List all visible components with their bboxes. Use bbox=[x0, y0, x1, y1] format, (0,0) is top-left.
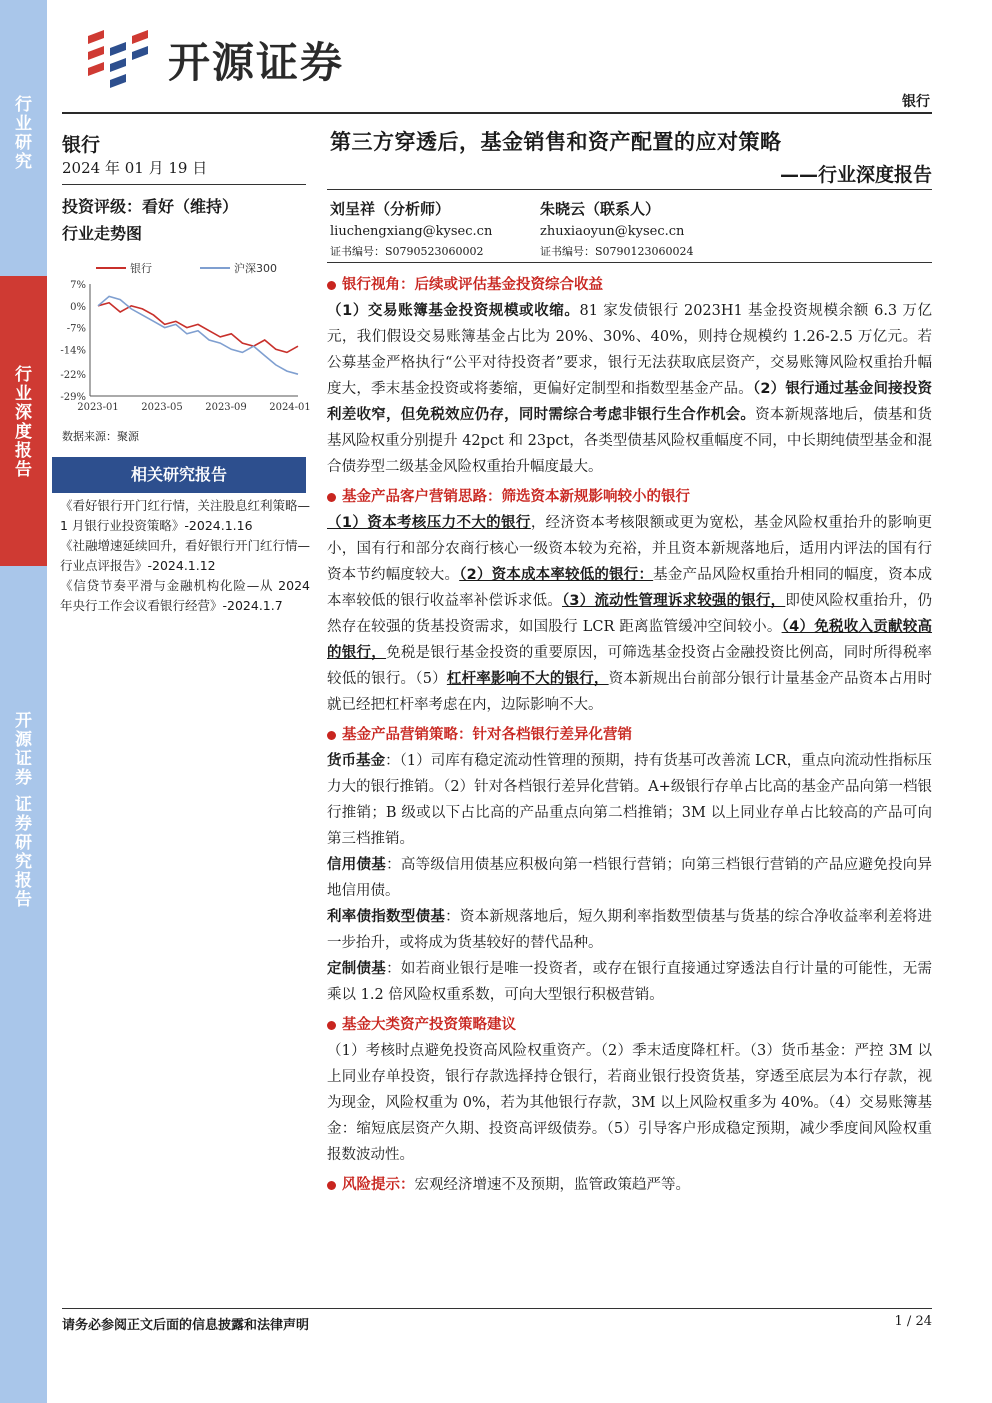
trend-title: 行业走势图 bbox=[62, 224, 143, 243]
report-title: 第三方穿透后，基金销售和资产配置的应对策略 bbox=[330, 130, 782, 154]
related-reports-header: 相关研究报告 bbox=[52, 457, 306, 493]
y-tick-label: 7% bbox=[70, 280, 86, 291]
section-heading: 基金产品营销策略：针对各档银行差异化营销 bbox=[327, 722, 932, 748]
brand-logo bbox=[86, 28, 344, 92]
x-tick-label: 2023-01 bbox=[77, 402, 119, 413]
paragraph: （1）资本考核压力不大的银行，经济资本考核限额或更为宽松，基金风险权重抬升的影响更小，国有行和部分农商行核心一级资本较为充裕，并且资本新规落地后，适用内评法的国有行资本节约幅度较大。（2）资本成本率较低的银行：基金产品风险权重抬升相同的幅度，资本成本率较低的银行收益率补偿诉求低。（3）流动性管理诉求较强的银行，即使风险权重抬升，仍然存在较强的货基投资需求，如国股行 LCR 距离监管缓冲空间较小。（4）免税收入贡献较高的银行，免税是银行基金投资的重要原因，可筛选基金投资占金融投资比例高，同时所得税率较低的银行。（5）杠杆率影响不大的银行，资本新规出台前部分银行计量基金产品资本占用时就已经把杠杆率考虑在内，边际影响不大。 bbox=[327, 515, 933, 713]
bullet-icon bbox=[327, 731, 336, 740]
analyst-email[interactable]: zhuxiaoyun@kysec.cn bbox=[540, 224, 685, 239]
analyst-name: 朱晓云（联系人） bbox=[540, 200, 661, 218]
paragraph: 利率债指数型债基：资本新规落地后，短久期利率指数型债基与货基的综合净收益率利差将进一步抬升，或将成为货基较好的替代品种。 bbox=[327, 909, 933, 951]
y-tick-label: -29% bbox=[60, 392, 86, 403]
side-strip bbox=[0, 0, 47, 1403]
bullet-icon bbox=[327, 1021, 336, 1030]
analyst-name: 刘呈祥（分析师） bbox=[330, 200, 451, 218]
strip-mid-label: 行业深度报告 bbox=[15, 365, 32, 480]
logo-text: 开源证券 bbox=[168, 38, 345, 87]
title-rule bbox=[327, 189, 932, 190]
section-heading: 银行视角：后续或评估基金投资综合收益 bbox=[327, 272, 932, 298]
related-reports-list bbox=[60, 496, 310, 616]
page-number: 1 / 24 bbox=[894, 1314, 932, 1329]
analyst-cert: 证书编号：S0790523060002 bbox=[330, 245, 484, 258]
left-rule-1 bbox=[62, 184, 306, 185]
section-heading: 基金产品客户营销思路：筛选资本新规影响较小的银行 bbox=[327, 484, 932, 510]
y-tick-label: -22% bbox=[60, 370, 86, 382]
strip-top-label: 行业研究 bbox=[15, 95, 32, 172]
bullet-icon bbox=[327, 493, 336, 502]
paragraph: 信用债基：高等级信用债基应积极向第一档银行营销；向第三档银行营销的产品应避免投向异地信用债。 bbox=[327, 857, 933, 899]
paragraph: 定制债基：如若商业银行是唯一投资者，或存在银行直接通过穿透法自行计量的可能性，无需乘以 1.2 倍风险权重系数，可向大型银行积极营销。 bbox=[327, 961, 933, 1003]
y-tick-label: -7% bbox=[66, 323, 86, 335]
investment-rating: 投资评级：看好（维持） bbox=[62, 197, 239, 216]
analyst-email[interactable]: liuchengxiang@kysec.cn bbox=[330, 224, 493, 239]
legend-label: 银行 bbox=[130, 262, 152, 275]
y-tick-label: -14% bbox=[60, 345, 86, 357]
header-rule bbox=[62, 112, 932, 114]
paragraph: 货币基金：（1）司库有稳定流动性管理的预期，持有货基可改善流 LCR，重点向流动性指标压力大的银行推销。（2）针对各档银行差异化营销。A+级银行存单占比高的基金产品向第一档银行推销；B 级或以下占比高的产品重点向第二档推销；3M 以上同业存单占比较高的产品可向第三档推销。 bbox=[327, 753, 932, 847]
section-heading: 基金大类资产投资策略建议 bbox=[327, 1012, 932, 1038]
footer-disclaimer: 请务必参阅正文后面的信息披露和法律声明 bbox=[62, 1318, 310, 1333]
header-sector: 银行 bbox=[902, 94, 930, 110]
analyst-1 bbox=[330, 198, 492, 259]
x-tick-label: 2023-05 bbox=[141, 402, 183, 413]
legend-label: 沪深300 bbox=[234, 262, 277, 275]
related-report-link[interactable]: 《看好银行开门红行情，关注股息红利策略—1 月银行业投资策略》-2024.1.16 bbox=[60, 498, 311, 533]
strip-bottom-label-2: 证券研究报告 bbox=[15, 795, 32, 910]
bullet-icon bbox=[327, 1181, 336, 1190]
report-body bbox=[327, 272, 932, 1198]
related-report-link[interactable]: 《社融增速延续回升，看好银行开门红行情—行业点评报告》-2024.1.12 bbox=[60, 538, 311, 573]
x-tick-label: 2023-09 bbox=[205, 402, 247, 413]
footer-rule bbox=[62, 1308, 932, 1309]
sector-name: 银行 bbox=[62, 134, 101, 156]
risk-warning: 风险提示： 宏观经济增速不及预期，监管政策趋严等。 bbox=[327, 1172, 932, 1198]
related-report-link[interactable]: 《信贷节奏平滑与金融机构化险—从 2024 年央行工作会议看银行经营》-2024.1.7 bbox=[60, 578, 310, 613]
paragraph: （1）交易账簿基金投资规模或收缩。81 家发债银行 2023H1 基金投资规模余额 6.3 万亿元，我们假设交易账簿基金占比为 20%、30%、40%，则持仓规模约 1.26-2.5 万亿元。若公募基金严格执行“公平对待投资者”要求，银行无法获取底层资产，交易账簿风险权重抬升幅度大，季末基金投资或将萎缩，更偏好定制型和指数型基金产品。（2）银行通过基金间接投资利差收窄，但免税效应仍存，同时需综合考虑非银行生合作机会。资本新规落地后，债基和货基风险权重分别提升 42pct 和 23pct，各类型债基风险权重幅度不同，中长期纯债型基金和混合债券型二级基金风险权重抬升幅度最大。 bbox=[327, 303, 933, 475]
analyst-2 bbox=[540, 198, 694, 259]
x-tick-label: 2024-01 bbox=[269, 402, 311, 413]
report-subtitle: ——行业深度报告 bbox=[779, 164, 932, 186]
strip-bottom-label-1: 开源证券 bbox=[15, 711, 32, 788]
report-date: 2024 年 01 月 19 日 bbox=[62, 159, 208, 177]
logo-mark-icon bbox=[86, 30, 156, 90]
paragraph: （1）考核时点避免投资高风险权重资产。（2）季末适度降杠杆。（3）货币基金：严控 3M 以上同业存单投资，银行存款选择持仓银行，若商业银行投资货基，穿透至底层为本行存款，视为现金，风险权重为 0%，若为其他银行存款，3M 以上风险权重多为 40%。（4）交易账簿基金：缩短底层资产久期、投资高评级债券。（5）引导客户形成稳定预期，减少季度间风险权重报数波动性。 bbox=[327, 1043, 932, 1163]
chart-source: 数据来源：聚源 bbox=[62, 430, 139, 443]
analyst-rule bbox=[327, 262, 932, 263]
trend-chart bbox=[58, 256, 320, 418]
analyst-cert: 证书编号：S0790123060024 bbox=[540, 245, 694, 258]
bullet-icon bbox=[327, 281, 336, 290]
y-tick-label: 0% bbox=[70, 301, 86, 313]
series-line bbox=[98, 303, 298, 353]
